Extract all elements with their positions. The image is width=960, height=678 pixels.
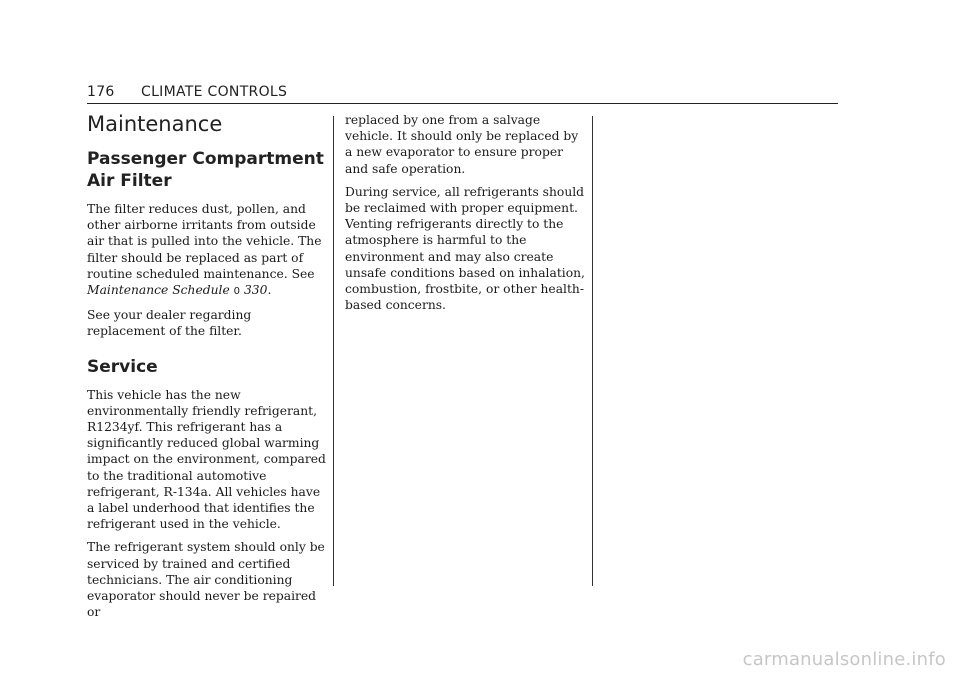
page-header [87, 84, 837, 104]
column-divider-2 [592, 116, 593, 586]
service-paragraph-2-start: The refrigerant system should only be serviced by trained and certified technicians. The air conditioning evaporator should never be repaired or [87, 540, 325, 620]
maintenance-schedule-link[interactable]: Maintenance Schedule [87, 283, 230, 298]
page-number: 176 [87, 84, 115, 100]
air-filter-heading-line2: Air Filter [87, 171, 172, 191]
page-reference-icon: 0 [233, 286, 241, 298]
maintenance-heading: Maintenance [87, 112, 223, 136]
air-filter-paragraph-1 [87, 201, 327, 300]
service-paragraph-2-continued: replaced by one from a salvage vehicle. It should only be replaced by a new evaporator to ensure proper and safe operation. [345, 113, 579, 176]
air-filter-paragraph-1-text: The filter reduces dust, pollen, and other airborne irritants from outside air that is pulled into the vehicle. The filter should be replaced as part of routine scheduled maintenance. See [87, 202, 322, 281]
column-left [87, 112, 327, 627]
air-filter-heading [87, 148, 327, 192]
service-paragraph-1: This vehicle has the new environmentally friendly refrigerant, R1234yf. This refrigerant has a significantly reduced global warming impact on the environment, compared to the traditional automotive refrigerant, R-134a. All vehicles have a label underhood that identifies the refrigerant used in the vehicle. [87, 387, 326, 532]
header-divider [87, 103, 838, 104]
column-middle [345, 112, 585, 320]
page-reference-number[interactable]: 330 [243, 283, 268, 298]
section-title: CLIMATE CONTROLS [141, 84, 288, 100]
air-filter-paragraph-2: See your dealer regarding replacement of the filter. [87, 308, 252, 339]
air-filter-heading-line1: Passenger Compartment [87, 149, 324, 169]
column-divider-1 [333, 116, 334, 586]
service-heading: Service [87, 356, 158, 377]
service-paragraph-3: During service, all refrigerants should be reclaimed with proper equipment. Venting refrigerants directly to the atmosphere is harmful to the environment and may also create unsafe conditions based on inhalation, combustion, frostbite, or other health-based concerns. [345, 184, 585, 313]
air-filter-paragraph-1-end: . [267, 283, 272, 298]
watermark: carmanualsonline.info [742, 649, 946, 670]
